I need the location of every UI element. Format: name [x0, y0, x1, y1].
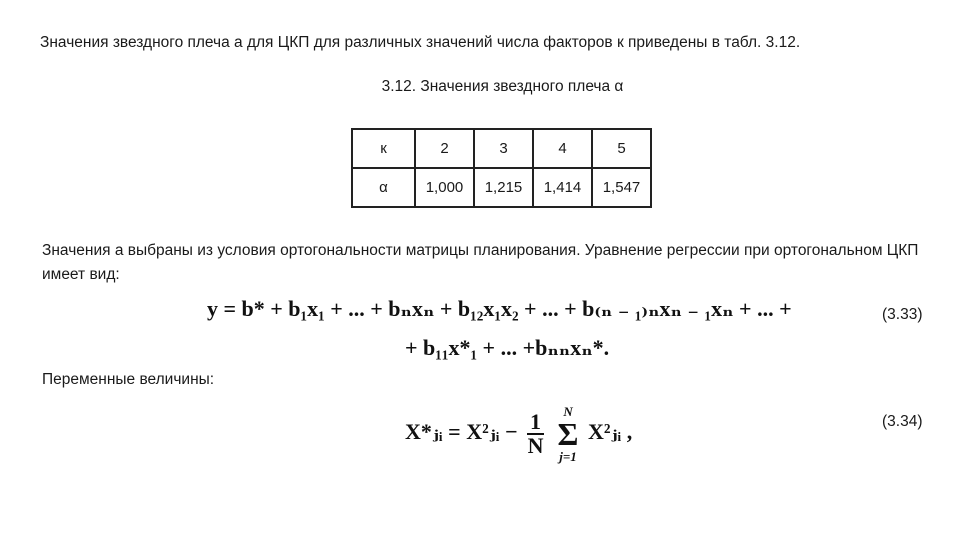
equation-rhs: X²ⱼᵢ ,	[587, 419, 633, 445]
fraction-numerator: 1	[527, 411, 544, 435]
table-cell: 1,215	[474, 168, 533, 207]
equation-3-33-line1: y = b* + b₁x₁ + ... + bₙxₙ + b₁₂x₁x₂ + ... + b₍ₙ ₋ ₁₎ₙxₙ ₋ ₁xₙ + ... +	[207, 296, 792, 321]
fraction-denominator: N	[527, 433, 544, 458]
equation-lhs: X*ⱼᵢ = X²ⱼᵢ −	[405, 419, 518, 445]
equation-number-3-33: (3.33)	[882, 306, 923, 323]
equation-number-3-34: (3.34)	[882, 413, 923, 430]
variables-label: Переменные величины:	[42, 371, 215, 388]
table-cell: 1,000	[415, 168, 474, 207]
table-cell: α	[352, 168, 415, 207]
sum-lower-limit: j=1	[559, 449, 577, 464]
sigma-symbol: Σ	[557, 416, 579, 452]
alpha-table	[351, 128, 652, 208]
table-cell: 3	[474, 129, 533, 168]
equation-3-33-line2: + b₁₁x*₁ + ... +bₙₙxₙ*.	[405, 335, 610, 360]
sum-upper-limit: N	[563, 404, 573, 419]
summation	[558, 405, 579, 463]
table-cell: 4	[533, 129, 592, 168]
table-caption: 3.12. Значения звездного плеча α	[381, 78, 624, 95]
table-cell: 2	[415, 129, 474, 168]
table-row	[352, 129, 651, 168]
table-row	[352, 168, 651, 207]
fraction	[527, 411, 544, 457]
table-cell: 1,547	[592, 168, 651, 207]
table-cell: 5	[592, 129, 651, 168]
table-cell: к	[352, 129, 415, 168]
table-cell: 1,414	[533, 168, 592, 207]
intro-text: Значения звездного плеча а для ЦКП для различных значений числа факторов к приведены в табл. 3.12.	[40, 34, 801, 51]
regression-paragraph: Значения а выбраны из условия ортогональности матрицы планирования. Уравнение регрессии при ортогональном ЦКП имеет вид:	[42, 242, 919, 283]
equation-3-34	[405, 405, 632, 463]
